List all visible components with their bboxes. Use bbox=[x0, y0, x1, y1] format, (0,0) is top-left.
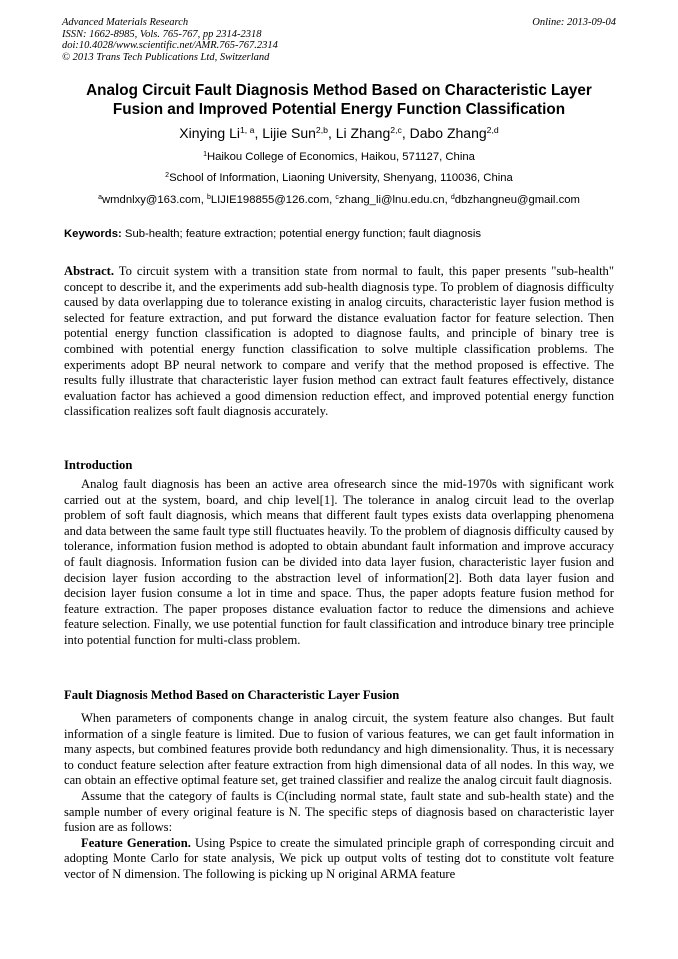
feature-generation-label: Feature Generation. bbox=[81, 835, 191, 850]
email-list bbox=[40, 193, 638, 207]
author-list bbox=[52, 124, 626, 142]
paper-title bbox=[52, 81, 626, 119]
email-link[interactable]: LIJIE198855@126.com, bbox=[210, 194, 336, 206]
abstract bbox=[64, 264, 614, 420]
online-date: Online: 2013-09-04 bbox=[532, 17, 616, 28]
email-sup: b bbox=[206, 194, 211, 202]
email-sup: d bbox=[450, 194, 455, 202]
introduction-body bbox=[64, 477, 614, 649]
author-name: , Lijie Sun bbox=[254, 125, 316, 141]
section-heading-introduction: Introduction bbox=[64, 458, 133, 472]
keywords-label: Keywords: bbox=[64, 228, 122, 240]
email-link[interactable]: dbzhangneu@gmail.com bbox=[454, 194, 580, 206]
keywords bbox=[64, 227, 624, 241]
email-sup: c bbox=[335, 194, 339, 202]
affil-text: Haikou College of Economics, Haikou, 571127, China bbox=[206, 151, 475, 163]
email-sup: a bbox=[98, 194, 102, 202]
title-line-1: Analog Circuit Fault Diagnosis Method Based on Characteristic Layer bbox=[86, 82, 592, 99]
keywords-text: Sub-health; feature extraction; potential energy function; fault diagnosis bbox=[121, 228, 481, 240]
feature-generation-text: Using Pspice to create the simulated principle graph of corresponding circuit and adopting Monte Carlo for state analysis, We pick up output volts of testing dot to constitute volt feature vector of N dimension. The following is picking up N original ARMA feature bbox=[64, 835, 614, 881]
author-affil-sup: 1, a bbox=[239, 125, 255, 136]
introduction-paragraph: Analog fault diagnosis has been an active area ofresearch since the mid-1970s with significant work carried out at the system, board, and chip level[1]. The tolerance in analog circuit lead to the overlap problem of soft fault diagnosis, which means that different fault types exists data overlapping phenomena and data between the same fault type still fluctuates heavily. To the problem of diagnosis difficulty caused by tolerance, information fusion method is adopted to obtain abundant fault information and improve accuracy of fault diagnosis. Information fusion can be divided into data layer fusion, characteristic layer fusion and decision layer fusion according to the abstraction level of information[2]. Both data layer fusion and decision layer fusion consume a lot in time and space. Thus, the paper adopts feature fusion method for feature extraction. The paper proposes distance evaluation factor to reduce the dimensions and achieve feature selection. Finally, we use potential function for fault classification and introduce binary tree principle into potential function for multi-class problem. bbox=[64, 477, 614, 647]
author-affil-sup: 2,d bbox=[486, 125, 499, 136]
issn-line: ISSN: 1662-8985, Vols. 765-767, pp 2314-2318 bbox=[62, 28, 262, 40]
affiliation-1 bbox=[40, 150, 638, 164]
affiliation-2 bbox=[40, 171, 638, 185]
section2-paragraph-2: Assume that the category of faults is C(including normal state, fault state and sub-health state) and the sample number of every original feature is N. The specific steps of diagnosis based on characteristic layer fusion are as follows: bbox=[64, 788, 614, 835]
section-heading-fault-diagnosis: Fault Diagnosis Method Based on Characteristic Layer Fusion bbox=[64, 688, 400, 702]
affil-text: School of Information, Liaoning University, Shenyang, 110036, China bbox=[169, 172, 513, 184]
abstract-label: Abstract. bbox=[64, 264, 115, 278]
author-name: Xinying Li bbox=[179, 125, 240, 141]
author-name: , Li Zhang bbox=[327, 125, 391, 141]
affil-sup: 2 bbox=[165, 172, 170, 180]
publication-header bbox=[62, 17, 482, 63]
copyright-line: © 2013 Trans Tech Publications Ltd, Switzerland bbox=[62, 51, 270, 63]
affil-sup: 1 bbox=[203, 151, 207, 159]
doi-line[interactable]: doi:10.4028/www.scientific.net/AMR.765-767.2314 bbox=[62, 40, 278, 51]
email-link[interactable]: zhang_li@lnu.edu.cn, bbox=[338, 194, 451, 206]
journal-name: Advanced Materials Research bbox=[62, 17, 189, 28]
abstract-text: To circuit system with a transition state from normal to fault, this paper presents "sub-health" concept to describe it, and the experiments add sub-health diagnosis type. To problem of diagnosis difficulty caused by data overlapping due to tolerance existing in analog circuits, characteristic layer fusion method is selected for feature extraction, and put forward the distance evaluation factor for feature selection. Then potential energy function classification is adopted to diagnose faults, and principle of binary tree is combined with potential energy function classification to solve multiple classification problems. The experiments adopt BP neural network to compare and verify that the method proposed is effective. The results fully illustrate that characteristic layer fusion method can extract fault features effectively, distance evaluation factor has achieved a good dimension reduction effect, and improved potential energy function classification realizes soft fault diagnosis accurately. bbox=[64, 264, 614, 419]
author-name: , Dabo Zhang bbox=[401, 125, 487, 141]
section2-paragraph-1: When parameters of components change in analog circuit, the system feature also changes. But fault information of a single feature is limited. Due to fusion of various features, we can get fault information in many aspects, but combined features provide both redundancy and high dimensionality. Thus, it is necessary to conduct feature selection after feature extraction from high dimensional data of all nodes. In this way, we can obtain an effective optimal feature set, get trained classifier and realize the analog circuit fault diagnosis. bbox=[64, 711, 614, 788]
author-affil-sup: 2,c bbox=[390, 125, 402, 136]
section2-body bbox=[64, 711, 614, 883]
email-link[interactable]: wmdnlxy@163.com, bbox=[101, 194, 207, 206]
title-line-2: Fusion and Improved Potential Energy Function Classification bbox=[112, 101, 566, 118]
section2-paragraph-3 bbox=[64, 836, 614, 883]
author-affil-sup: 2,b bbox=[315, 125, 328, 136]
